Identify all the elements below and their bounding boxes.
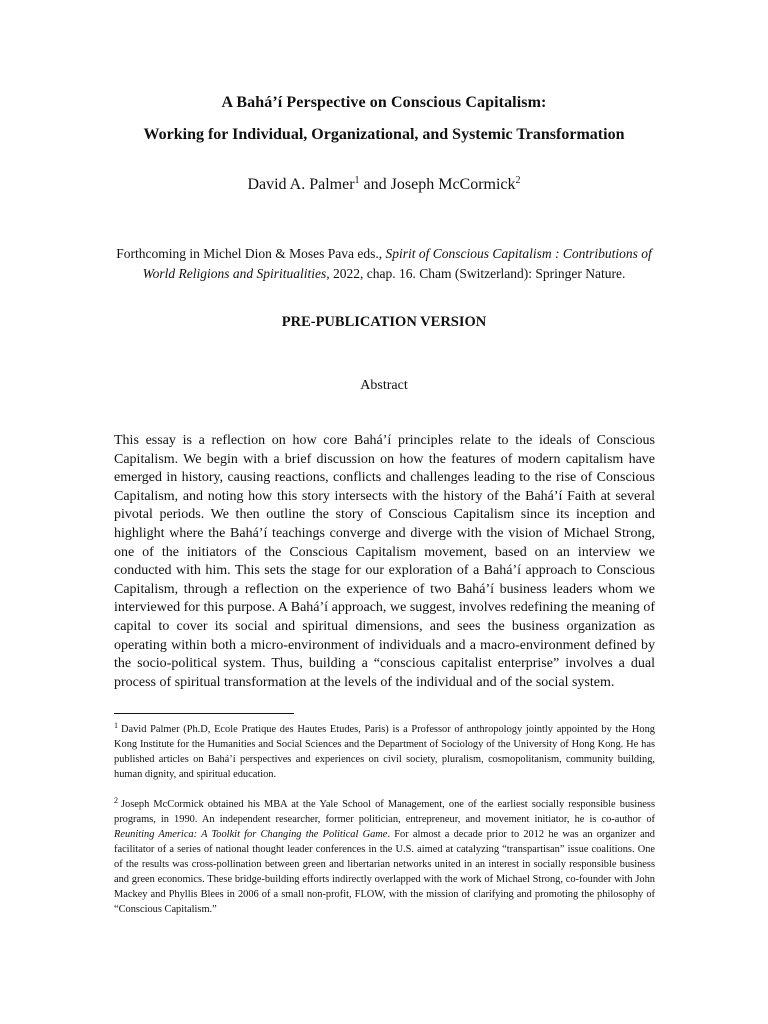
footnote-ref-2[interactable]: 2	[515, 175, 521, 186]
footnote-1-mark: 1	[114, 721, 118, 730]
footnote-divider	[114, 713, 294, 714]
author-conjunction: and	[359, 176, 391, 193]
abstract-body: This essay is a reflection on how core Bahá’í principles relate to the ideals of Conscious Capitalism. We begin with a brief discussion on how the features of modern capitalism have emerged in history, causing reactions, conflicts and challenges leading to the rise of Conscious Capitalism, and noting how this story intersects with the history of the Bahá’í Faith at several pivotal periods. We then outline the story of Conscious Capitalism since its inception and highlight where the Bahá’í teachings converge and diverge with the vision of Michael Strong, one of the initiators of the Conscious Capitalism movement, based on an interview we conducted with him. This sets the stage for our exploration of a Bahá’í approach to Conscious Capitalism, through a reflection on the experience of two Bahá’í business leaders whom we interviewed for this purpose. A Bahá’í approach, we suggest, involves redefining the meaning of capital to cover its social and spiritual dimensions, and sees the business organization as operating within both a micro-environment of individuals and a macro-environment defined by the socio-political system. Thus, building a “conscious capitalist enterprise” involves a dual process of spiritual transformation at the levels of the individual and of the social system.	[114, 433, 655, 690]
author-2: Joseph McCormick	[390, 176, 516, 193]
author-1: David A. Palmer	[247, 176, 355, 193]
abstract-heading: Abstract	[360, 378, 408, 393]
title-line-1: A Bahá’í Perspective on Conscious Capitalism:	[221, 94, 547, 111]
footnote-ref-1[interactable]: 1	[354, 175, 360, 186]
footnote-2-mark: 2	[114, 796, 118, 805]
footnote-2-text-before: Joseph McCormick obtained his MBA at the Yale School of Management, one of the earliest socially responsible business programs, in 1990. An independent researcher, former politician, entrepreneur, and movement initiator, he is co-author of	[114, 799, 655, 825]
book-title: Spirit of Conscious Capitalism : Contributions of World Religions and Spiritualities,	[142, 246, 652, 281]
footnote-2-book-title: Reuniting America: A Toolkit for Changing the Political Game	[114, 829, 388, 840]
forthcoming-prefix: Forthcoming in Michel Dion & Moses Pava eds.,	[116, 246, 386, 261]
footnote-2	[114, 797, 655, 917]
footnote-1-text: David Palmer (Ph.D, Ecole Pratique des Hautes Etudes, Paris) is a Professor of anthropology jointly appointed by the Hong Kong Institute for the Humanities and Social Sciences and the Department of Sociology of the University of Hong Kong. He has published articles on Bahá’í perspectives and experiences on civil society, pluralism, cosmopolitanism, community building, human dignity, and spiritual education.	[114, 724, 655, 780]
title-line-2: Working for Individual, Organizational, and Systemic Transformation	[143, 126, 625, 143]
footnote-1	[114, 722, 655, 782]
footnote-2-text-after: . For almost a decade prior to 2012 he was an organizer and facilitator of a series of national thought leader conferences in the U.S. aimed at catalyzing “transpartisan” issue coalitions. One of the results was cross-pollination between green and libertarian networks united in an interest in socially responsible business and green economics. These bridge-building efforts indirectly overlapped with the work of Michael Strong, co-founder with John Mackey and Phyllis Blees in 2006 of a small non-profit, FLOW, with the mission of clarifying and promoting the philosophy of “Conscious Capitalism.”	[114, 829, 655, 915]
forthcoming-note	[110, 244, 658, 284]
version-label: PRE-PUBLICATION VERSION	[281, 314, 487, 330]
forthcoming-suffix: 2022, chap. 16. Cham (Switzerland): Springer Nature.	[329, 266, 626, 281]
authors-line	[0, 176, 768, 194]
